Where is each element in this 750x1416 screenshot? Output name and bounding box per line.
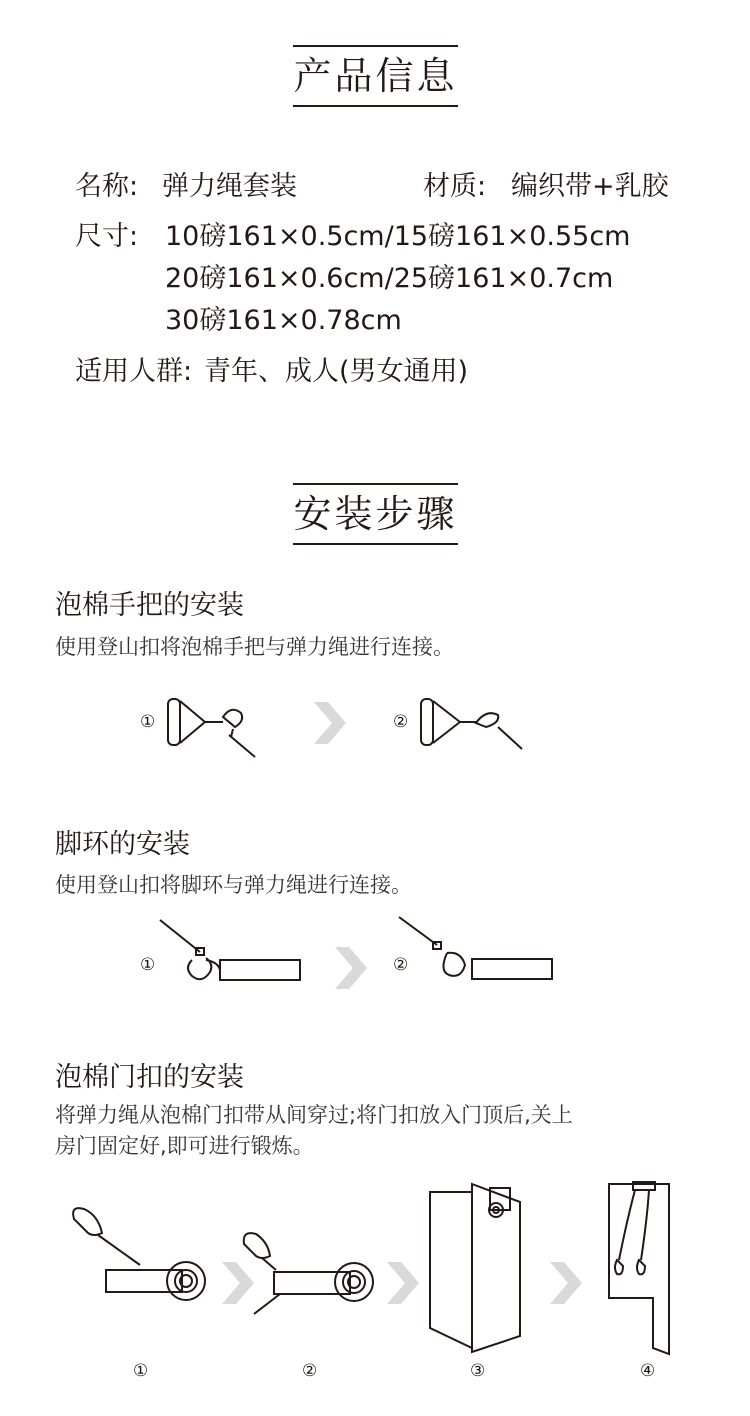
foam-handle-step1-illustration <box>165 695 265 760</box>
material-label: 材质: <box>423 171 487 202</box>
size-line: 10磅161×0.5cm/15磅161×0.55cm <box>165 221 631 252</box>
product-info-heading: 产品信息 <box>293 45 458 107</box>
step-arrow <box>333 945 369 991</box>
section-title-foam-handle: 泡棉手把的安装 <box>55 590 244 621</box>
step-arrow <box>548 1260 584 1306</box>
foot-loop-step2-illustration <box>397 915 557 985</box>
step-number: ① <box>133 1361 149 1381</box>
size-label: 尺寸: <box>75 221 139 252</box>
audience-label: 适用人群: <box>75 356 193 387</box>
foam-handle-step2-illustration <box>418 695 528 760</box>
door-anchor-step4-illustration <box>605 1178 675 1360</box>
step-number: ② <box>302 1361 318 1381</box>
section-desc: 房门固定好,即可进行锻炼。 <box>55 1134 314 1158</box>
foot-loop-step1-illustration <box>158 918 308 988</box>
door-anchor-step1-illustration <box>68 1205 208 1305</box>
section-desc: 使用登山扣将泡棉手把与弹力绳进行连接。 <box>55 635 454 659</box>
step-number: ④ <box>640 1361 656 1381</box>
section-title-foot-loop: 脚环的安装 <box>55 829 190 860</box>
step-number: ② <box>393 955 409 975</box>
door-anchor-step2-illustration <box>240 1230 380 1320</box>
step-number: ① <box>140 712 156 732</box>
section-desc: 将弹力绳从泡棉门扣带从间穿过;将门扣放入门顶后,关上 <box>55 1103 573 1127</box>
step-number: ③ <box>470 1361 486 1381</box>
size-line: 20磅161×0.6cm/25磅161×0.7cm <box>165 263 614 294</box>
size-line: 30磅161×0.78cm <box>165 305 402 336</box>
step-number: ② <box>393 712 409 732</box>
step-number: ① <box>140 955 156 975</box>
section-title-door-anchor: 泡棉门扣的安装 <box>55 1062 244 1093</box>
step-arrow <box>312 700 348 746</box>
install-heading: 安装步骤 <box>293 483 458 545</box>
material-value: 编织带+乳胶 <box>511 171 669 202</box>
audience-value: 青年、成人(男女通用) <box>204 356 469 387</box>
name-value: 弹力绳套装 <box>162 171 297 202</box>
section-desc: 使用登山扣将脚环与弹力绳进行连接。 <box>55 873 412 897</box>
door-anchor-step3-illustration <box>428 1180 528 1360</box>
name-label: 名称: <box>75 171 139 202</box>
step-arrow <box>385 1260 421 1306</box>
